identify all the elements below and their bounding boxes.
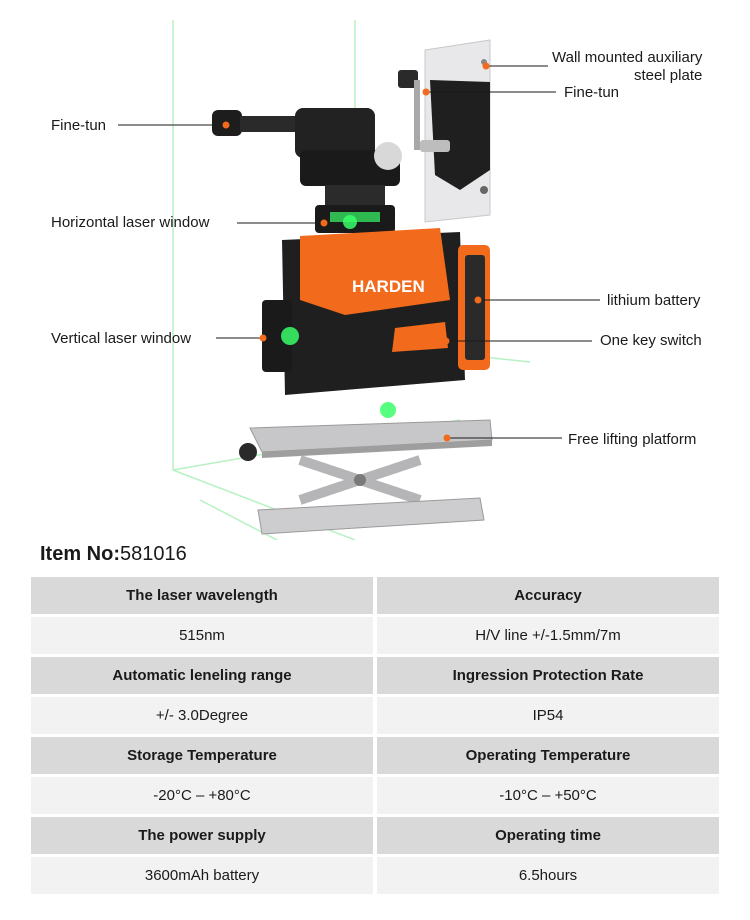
wall-clamp — [398, 70, 490, 190]
spec-header-row — [31, 817, 719, 854]
spec-value-operating-time: 6.5hours — [377, 857, 719, 894]
spec-value-row — [31, 697, 719, 734]
callout-lithium-battery: lithium battery — [607, 292, 701, 309]
callout-fine-tun-left: Fine-tun — [51, 117, 107, 134]
spec-head-storage-temperature: Storage Temperature — [31, 737, 373, 774]
spec-head-leveling-range: Automatic leneling range — [31, 657, 373, 694]
spec-value-row — [31, 857, 719, 894]
spec-table — [31, 577, 719, 897]
lifting-platform — [239, 420, 492, 534]
spec-value-storage-temperature: -20°C – +80°C — [31, 777, 373, 814]
spec-value-accuracy: H/V line +/-1.5mm/7m — [377, 617, 719, 654]
laser-body — [262, 205, 490, 418]
spec-head-ingression-protection: Ingression Protection Rate — [377, 657, 719, 694]
callout-wall-plate — [552, 49, 702, 85]
spec-value-row — [31, 617, 719, 654]
callout-free-lifting-platform: Free lifting platform — [568, 431, 697, 448]
spec-head-operating-time: Operating time — [377, 817, 719, 854]
item-number-label: Item No: — [40, 543, 120, 565]
spec-value-row — [31, 777, 719, 814]
spec-value-operating-temperature: -10°C – +50°C — [377, 777, 719, 814]
callout-fine-tun-right: Fine-tun — [564, 84, 620, 101]
spec-value-laser-wavelength: 515nm — [31, 617, 373, 654]
spec-header-row — [31, 737, 719, 774]
spec-head-power-supply: The power supply — [31, 817, 373, 854]
spec-value-leveling-range: +/- 3.0Degree — [31, 697, 373, 734]
spec-head-laser-wavelength: The laser wavelength — [31, 577, 373, 614]
spec-value-power-supply: 3600mAh battery — [31, 857, 373, 894]
callout-one-key-switch: One key switch — [600, 332, 702, 349]
callout-vertical-window: Vertical laser window — [51, 330, 192, 347]
callout-horizontal-window: Horizontal laser window — [51, 214, 210, 231]
spec-head-operating-temperature: Operating Temperature — [377, 737, 719, 774]
top-mount — [212, 108, 402, 205]
spec-head-accuracy: Accuracy — [377, 577, 719, 614]
item-number — [40, 543, 187, 566]
callout-wall-plate-line2: steel plate — [633, 67, 703, 84]
item-number-value: 581016 — [120, 543, 187, 565]
spec-header-row — [31, 657, 719, 694]
spec-header-row — [31, 577, 719, 614]
brand-logo: HARDEN — [352, 277, 425, 296]
callout-wall-plate-line1: Wall mounted auxiliary — [552, 49, 703, 66]
spec-value-ingression-protection: IP54 — [377, 697, 719, 734]
